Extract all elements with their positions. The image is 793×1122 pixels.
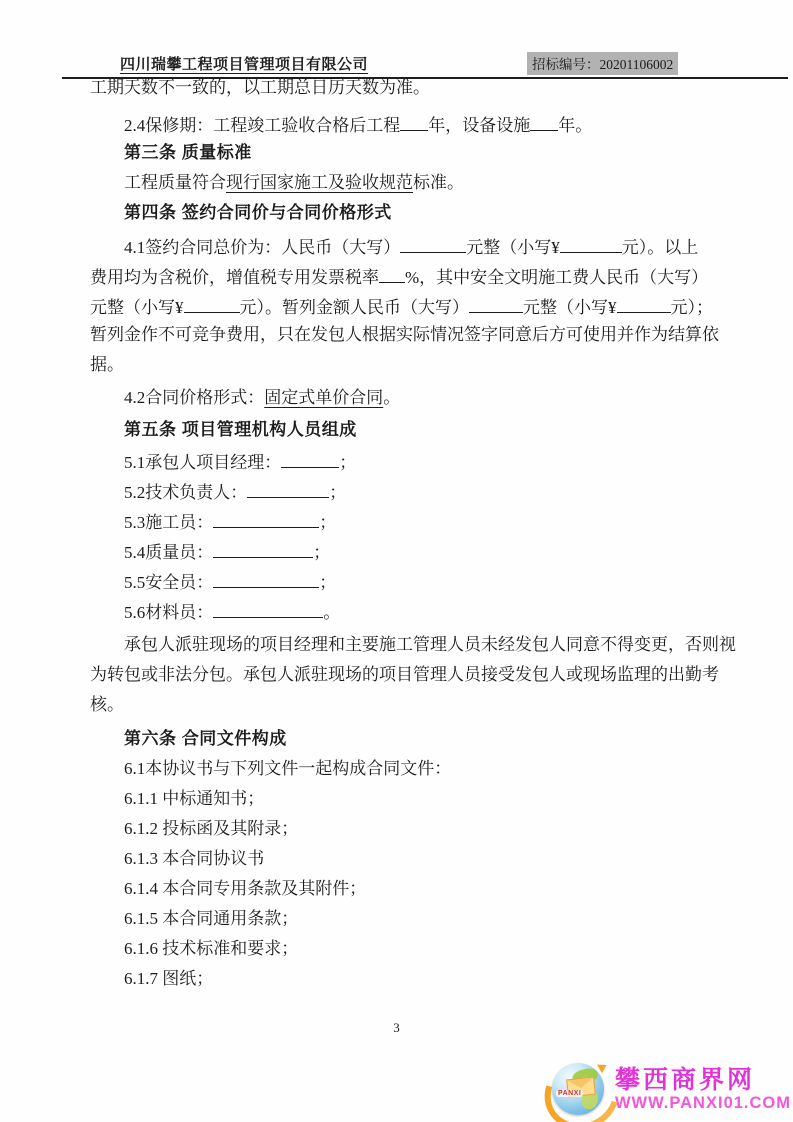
doc-line: [90, 230, 708, 260]
text-segment: 第五条 项目管理机构人员组成: [124, 420, 357, 439]
bid-number-badge: [527, 52, 678, 75]
text-segment: 5.3施工员：: [124, 513, 214, 532]
watermark-site-url: WWW.PANXI01.COM: [614, 1094, 791, 1112]
text-segment: 元）。以上: [621, 238, 699, 257]
doc-line: [90, 350, 708, 380]
doc-line: [90, 844, 708, 874]
text-segment: 年。: [558, 116, 593, 135]
text-segment: 6.1.6 技术标准和要求；: [124, 939, 299, 958]
text-segment: 6.1本协议书与下列文件一起构成合同文件：: [124, 759, 452, 778]
text-segment: 5.1承包人项目经理：: [124, 453, 282, 472]
text-segment: 暂列金作不可竞争费用，只在发包人根据实际情况签字同意后方可使用并作为结算依: [90, 325, 719, 344]
bid-number-label: 招标编号：: [532, 57, 600, 72]
text-segment: 费用均为含税价，增值税专用发票税率: [90, 268, 379, 287]
doc-line: [90, 964, 708, 994]
text-segment: 。: [323, 603, 341, 622]
text-segment: 第六条 合同文件构成: [124, 729, 287, 748]
doc-line: [90, 595, 708, 625]
company-name: 四川瑞攀工程项目管理项目有限公司: [120, 56, 369, 73]
text-segment: 2.4保修期：工程竣工验收合格后工程: [124, 116, 401, 135]
blank-fill-in-field: [184, 290, 240, 313]
text-segment: 元整（小写¥: [466, 238, 560, 257]
doc-line: [90, 108, 708, 138]
text-segment: 为转包或非法分包。承包人派驻现场的项目管理人员接受发包人或现场监理的出勤考: [90, 665, 719, 684]
text-segment: 工期天数不一致的，以工期总日历天数为准。: [90, 78, 430, 97]
watermark-site-name: 攀西商界网: [614, 1066, 755, 1094]
text-segment: 据。: [90, 355, 124, 374]
text-segment: 5.5安全员：: [124, 573, 214, 592]
text-segment: 6.1.3 本合同协议书: [124, 849, 265, 868]
section-heading: [90, 415, 708, 445]
doc-line: [90, 904, 708, 934]
text-segment: 4.2合同价格形式：: [124, 388, 265, 407]
doc-line: [90, 383, 708, 413]
text-segment: 5.4质量员：: [124, 543, 214, 562]
text-segment: ；: [339, 453, 357, 472]
text-segment: 5.6材料员：: [124, 603, 214, 622]
doc-line: [90, 754, 708, 784]
page-number: 3: [393, 1020, 400, 1035]
blank-fill-in-field: [213, 565, 319, 588]
doc-line: [90, 630, 736, 660]
watermark: [543, 1060, 791, 1120]
section-heading: [90, 724, 708, 754]
doc-line: [90, 73, 708, 103]
blank-fill-in-field: [213, 505, 319, 528]
blank-fill-in-field: [400, 230, 466, 253]
text-segment: 工程质量符合: [124, 173, 226, 192]
text-segment: 6.1.5 本合同通用条款；: [124, 909, 299, 928]
doc-line: [90, 260, 708, 290]
doc-line: [90, 660, 719, 690]
doc-line: [90, 505, 708, 535]
contract-body: [90, 73, 736, 994]
doc-line: [90, 814, 708, 844]
blank-fill-in-field: [617, 290, 671, 313]
doc-line: [90, 320, 719, 350]
underlined-text: 固定式单价合同: [264, 388, 384, 407]
section-heading: [90, 138, 708, 168]
text-segment: 5.2技术负责人：: [124, 483, 248, 502]
text-segment: 元）；: [670, 298, 713, 317]
text-segment: 。: [383, 388, 401, 407]
bid-number-value: 20201106002: [599, 57, 674, 72]
text-segment: 6.1.1 中标通知书；: [124, 789, 265, 808]
doc-line: [90, 168, 708, 198]
blank-fill-in-field: [281, 445, 339, 468]
text-segment: 元整（小写¥: [90, 298, 184, 317]
doc-line: [90, 874, 708, 904]
doc-line: [90, 535, 708, 565]
blank-fill-in-field: [400, 108, 428, 131]
blank-fill-in-field: [469, 290, 523, 313]
doc-line: [90, 690, 708, 720]
text-segment: 承包人派驻现场的项目经理和主要施工管理人员未经发包人同意不得变更，否则视: [124, 635, 736, 654]
text-segment: 6.1.2 投标函及其附录；: [124, 819, 299, 838]
text-segment: 6.1.4 本合同专用条款及其附件；: [124, 879, 367, 898]
section-heading: [90, 198, 708, 228]
blank-fill-in-field: [379, 260, 405, 283]
doc-line: [90, 475, 708, 505]
blank-fill-in-field: [213, 535, 313, 558]
text-segment: ；: [329, 483, 347, 502]
text-segment: ；: [319, 513, 337, 532]
text-segment: 元）。暂列金额人民币（大写）: [239, 298, 469, 317]
blank-fill-in-field: [530, 108, 558, 131]
text-segment: 元整（小写¥: [523, 298, 617, 317]
globe-label: PANXI: [557, 1090, 582, 1097]
text-segment: ；: [313, 543, 331, 562]
text-segment: 标准。: [413, 173, 464, 192]
text-segment: 4.1签约合同总价为：人民币（大写）: [124, 238, 401, 257]
blank-fill-in-field: [213, 595, 323, 618]
blank-fill-in-field: [247, 475, 329, 498]
text-segment: 第四条 签约合同价与合同价格形式: [124, 203, 392, 222]
watermark-text: [615, 1067, 791, 1113]
doc-line: [90, 445, 708, 475]
doc-line: [90, 565, 708, 595]
doc-line: [90, 784, 708, 814]
text-segment: 6.1.7 图纸；: [124, 969, 214, 988]
text-segment: %，其中安全文明施工费人民币（大写）: [405, 268, 709, 287]
text-segment: ；: [319, 573, 337, 592]
text-segment: 第三条 质量标准: [124, 143, 252, 162]
doc-line: [90, 934, 708, 964]
underlined-text: 现行国家施工及验收规范: [226, 173, 413, 192]
globe-logo-icon: [543, 1060, 613, 1120]
blank-fill-in-field: [560, 230, 622, 253]
doc-line: [90, 290, 713, 320]
text-segment: 年，设备设施: [428, 116, 531, 135]
text-segment: 核。: [90, 695, 124, 714]
